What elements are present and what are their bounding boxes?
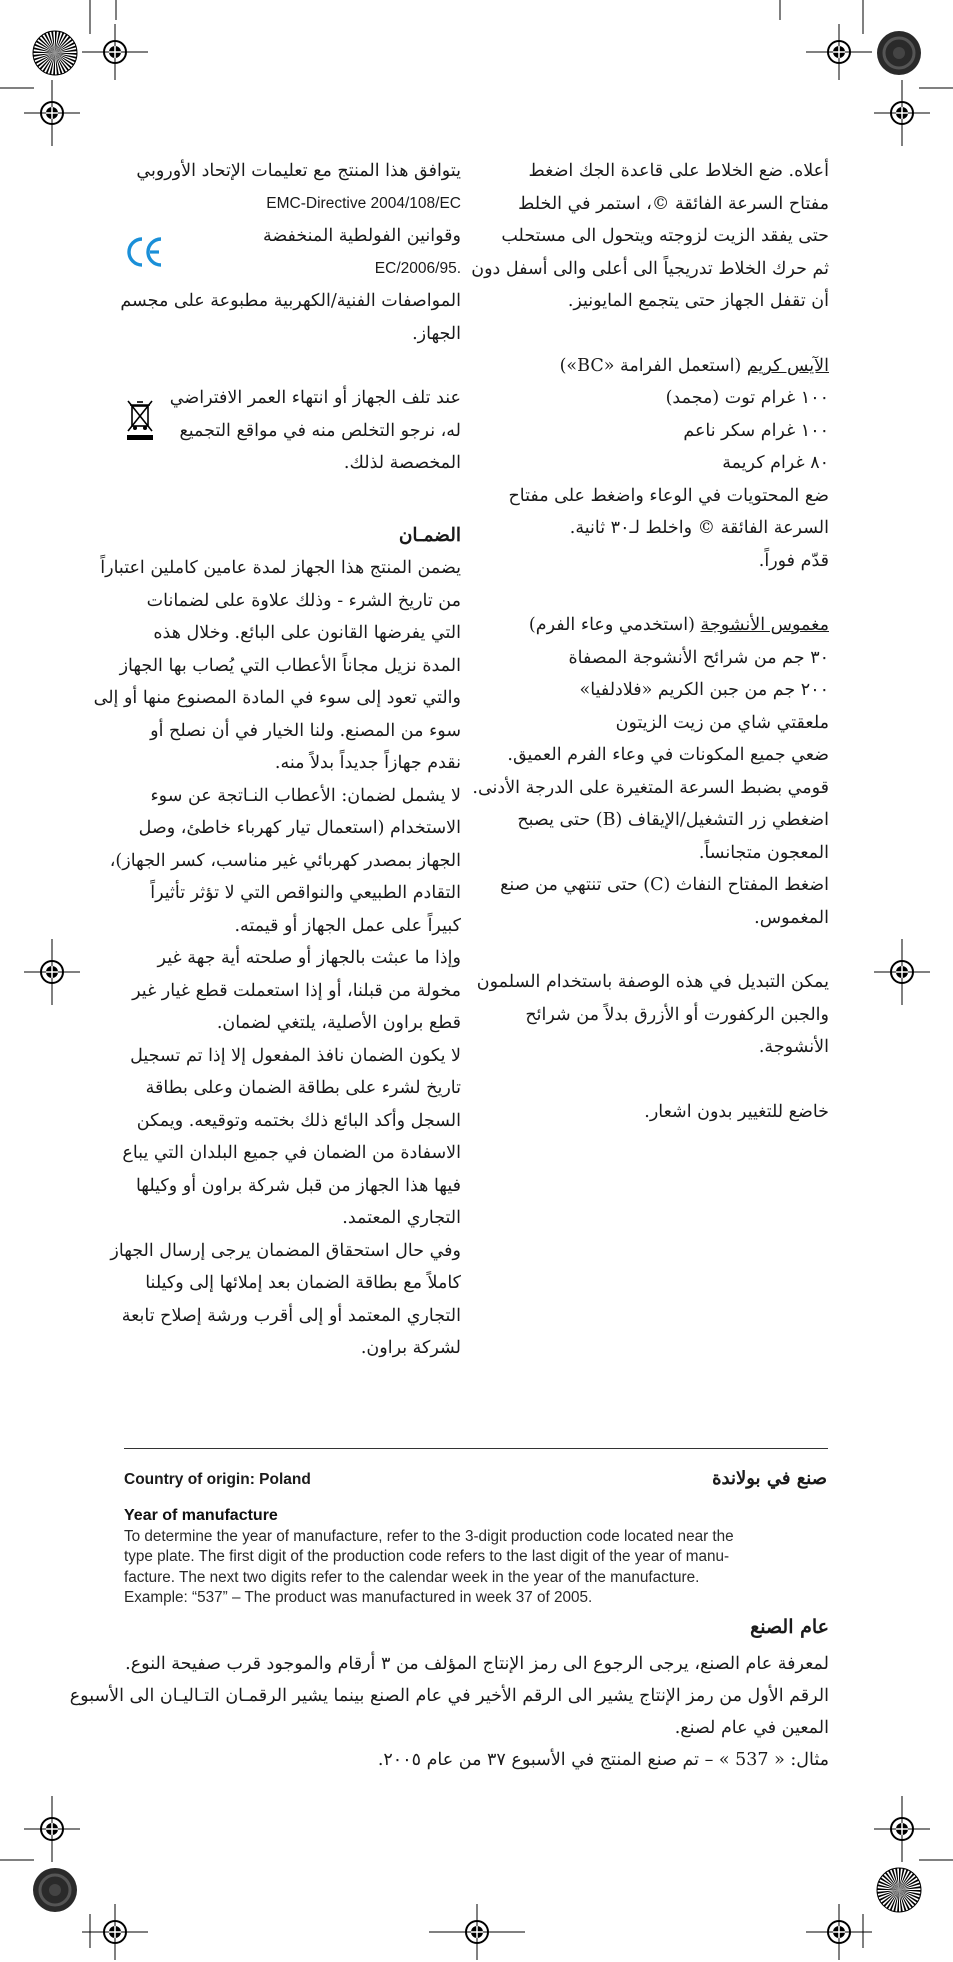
icecream-title: الآيس كريم — [746, 355, 829, 376]
year-line-ar: المعين في عام لصنع. — [674, 1718, 829, 1738]
recipe-line: ثم حرك الخلاط تدريجياً الى أعلى والى أسفل دون — [471, 258, 829, 279]
warranty-line: لا يشمل لضمان: الأعطاب النـاتجة عن سوء — [150, 785, 461, 806]
recipe-line: ٨٠ غرام كريمة — [722, 453, 829, 473]
warranty-line: التي يفرضها القانون على البائع. وخلال هذه — [153, 623, 461, 643]
warranty-line: الاستخدام (استعمال تيار كهرباء خاطئ، وصل — [138, 818, 461, 838]
warranty-line: كبيراً على عمل الجهاز أو قيمته. — [234, 915, 461, 936]
registration-mark-icon — [804, 1902, 874, 1962]
year-of-manufacture-ar — [69, 1648, 829, 1776]
warranty-heading: الضمـان — [398, 524, 461, 546]
warranty-line: سوء من المصنع. ولنا الخيار في أن نصلح أو — [150, 720, 461, 741]
registration-mark-icon — [22, 1794, 82, 1864]
warranty-text — [93, 552, 461, 1365]
registration-mark-icon — [22, 78, 82, 148]
warranty-line: الجهاز بمصدر كهربائي غير مناسب، كسر الجهاز)، — [109, 850, 461, 871]
recipe-line: حتى يفقد الزيت لزوجته ويتحول الى مستحلب — [501, 226, 829, 246]
subject-to-change-notice: خاضع للتغيير بدون اشعار. — [644, 1101, 829, 1122]
warranty-line: تاريخ لشرء على بطاقة الضمان وعلى بطاقة — [145, 1078, 461, 1098]
disposal-text — [125, 382, 461, 480]
recipe-line: ١٠٠ غرام سكر ناعم — [683, 420, 829, 441]
recipe-line: ضعي جميع المكونات في وعاء الفرم العميق. — [507, 745, 829, 765]
eu-line: المواصفات الفنية/الكهربية مطبوعة على مجسم — [120, 291, 461, 311]
warranty-column — [93, 155, 461, 1365]
registration-mark-icon — [427, 1902, 527, 1962]
registration-mark-icon — [80, 22, 150, 82]
year-line-ar: الرقم الأول من رمز الإنتاج يشير الى الرقم الأخير في عام الصنع بينما يشير الرقمـان التـاليـان الى الأسبوع — [69, 1686, 829, 1706]
disposal-line: عند تلف الجهاز أو انتهاء العمر الافتراضي — [169, 388, 461, 408]
eu-line: الجهاز. — [412, 323, 461, 344]
eu-directive-text — [120, 155, 461, 350]
disposal-line: المخصصة لذلك. — [343, 453, 461, 473]
recipe-line: السرعة الفائقة © واخلط لـ٣٠ ثانية. — [569, 518, 829, 538]
recipe-line: أن تقفل الجهاز حتى يتجمع المايونيز. — [567, 291, 829, 311]
recipe-line: المغموس. — [754, 907, 829, 928]
recipe-line: ٣٠ جم من شرائح الأنشوجة المصفاة — [568, 647, 829, 668]
warranty-line: يضمن المنتج هذا الجهاز لمدة عامين كاملين اعتباراً — [100, 558, 461, 578]
recipe-line: ٢٠٠ جم من جبن الكريم «فلادلفيا» — [579, 680, 829, 700]
recipe-line: قدّم فوراً. — [758, 550, 829, 571]
icecream-note: (استعمل الفرامة «BC») — [559, 355, 742, 376]
warranty-line: قطع براون الأصلية، يلتغي لضمان. — [216, 1013, 461, 1033]
recipe-line: ضع المحتويات في الوعاء واضغط على مفتاح — [508, 485, 829, 506]
year-title-en: Year of manufacture — [124, 1507, 278, 1524]
mayonnaise-text — [471, 155, 829, 318]
starburst-calibration-icon — [876, 30, 922, 76]
recipe-line: المعجون متجانساً. — [698, 842, 829, 863]
year-line-en: Example: “537” – The product was manufactured in week 37 of 2005. — [124, 1589, 593, 1606]
warranty-line: وفي حال استحقاق المضمان يرجى إرسال الجهاز — [110, 1240, 461, 1261]
country-of-origin-ar: صنع في بولاندة — [712, 1468, 827, 1489]
warranty-line: التجاري المعتمد أو إلى أقرب ورشة إصلاح تابعة — [121, 1305, 461, 1326]
recipe-line: اضغط المفتاح النفاث (C) حتى تنتهي من صنع — [500, 875, 829, 895]
eu-line: EMC-Directive 2004/108/EC — [266, 194, 461, 212]
dip-note: (استخدمي وعاء الفرم) — [528, 615, 695, 635]
warranty-line: فيها هذا الجهاز من قبل شركة براون أو وكيلها — [135, 1175, 461, 1196]
recipe-line: أعلاه. ضع الخلاط على قاعدة الجك اضغط — [528, 161, 829, 181]
year-line-en: facture. The next two digits refer to the calendar week in the year of the manufacture. — [124, 1568, 700, 1586]
year-line-ar: مثال: « 537 » – تم صنع المنتج في الأسبوع ٣٧ من عام ٢٠٠٥. — [377, 1750, 829, 1770]
eu-line: يتوافق هذا المنتج مع تعليمات الإتحاد الأوروبي — [136, 161, 461, 181]
warranty-line: من تاريخ الشرء - وذلك علاوة على لضمانات — [146, 590, 461, 611]
eu-line: وقوانين الفولطية المنخفضة — [262, 226, 461, 246]
warranty-line: كاملاً مع بطاقة الضمان بعد إملائها إلى وكيلنا — [145, 1273, 461, 1293]
recipe-line: ملعقتي شاي من زيت الزيتون — [615, 712, 829, 733]
registration-mark-icon — [80, 1902, 150, 1962]
warranty-line: لا يكون الضمان نافذ المفعول إلا إذا تم تسجيل — [130, 1045, 461, 1066]
warranty-line: المدة نزيل مجاناً الأعطاب التي يُصاب بها الجهاز — [119, 655, 461, 676]
warranty-line: وإذا ما عبثت بالجهاز أو صلحته أية جهة غير — [157, 948, 461, 968]
recipes-column — [471, 155, 829, 1128]
registration-mark-icon — [22, 937, 82, 1007]
starburst-calibration-icon — [876, 1867, 922, 1913]
recipe-line: ١٠٠ غرام توت (مجمد) — [665, 388, 829, 408]
warranty-line: مخولة من قبلنا، أو إذا استعملت قطع غيار غير — [132, 980, 461, 1001]
disposal-line: له، نرجو التخلص منه في مواقع التجميع — [179, 420, 461, 441]
warranty-line: نقدم جهازاً جديداً بدلاً منه. — [274, 753, 461, 773]
country-of-origin-en: Country of origin: Poland — [124, 1471, 311, 1488]
warranty-line: لشركة براون. — [360, 1338, 461, 1358]
anchovy-dip-recipe — [472, 609, 829, 934]
starburst-calibration-icon — [32, 1867, 78, 1913]
footer-divider — [124, 1448, 828, 1449]
registration-mark-icon — [872, 1794, 932, 1864]
dip-title: مغموس الأنشوجة — [700, 615, 829, 635]
recipe-line: يمكن التبديل في هذه الوصفة باستخدام السلمون — [476, 972, 829, 992]
registration-mark-icon — [872, 937, 932, 1007]
recipe-line: قومي بضبط السرعة المتغيرة على الدرجة الأدنى. — [472, 777, 829, 798]
registration-mark-icon — [804, 22, 874, 82]
year-title-ar: عام الصنع — [750, 1616, 829, 1638]
warranty-line: السجل وأكد البائع ذلك بختمه وتوقيعه. ويمكن — [136, 1110, 461, 1131]
warranty-line: التجاري المعتمد. — [342, 1208, 461, 1228]
recipe-line: اضغطي زر التشغيل/الإيقاف (B) حتى يصبح — [517, 810, 829, 830]
variation-text — [476, 966, 829, 1064]
year-line-ar: لمعرفة عام الصنع، يرجى الرجوع الى رمز الإنتاج المؤلف من ٣ أرقام والموجود قرب صفيحة النوع. — [125, 1654, 829, 1674]
year-line-en: type plate. The first digit of the production code refers to the last digit of the year of manu- — [124, 1548, 730, 1565]
recipe-line: والجبن الركفورت أو الأزرق بدلاً من شرائح — [525, 1004, 829, 1025]
starburst-calibration-icon — [32, 30, 78, 76]
eu-line: .2006/95/EC — [374, 259, 461, 277]
year-line-en: To determine the year of manufacture, refer to the 3-digit production code located near the — [124, 1527, 734, 1545]
recipe-line: مفتاح السرعة الفائقة ©، استمر في الخلط — [518, 193, 829, 214]
warranty-line: والتي تعود إلى سوء في المادة المصنوع منها أو إلى — [93, 688, 461, 708]
icecream-recipe — [494, 350, 829, 578]
warranty-line: الاسفادة من الضمان في جميع البلدان التي يباع — [122, 1143, 461, 1163]
registration-mark-icon — [872, 78, 932, 148]
recipe-line: الأنشوجة. — [758, 1037, 829, 1057]
year-of-manufacture-en — [124, 1506, 830, 1609]
warranty-line: التقادم الطبيعي والنواقص التي لا تؤثر تأثيراً — [150, 883, 461, 903]
